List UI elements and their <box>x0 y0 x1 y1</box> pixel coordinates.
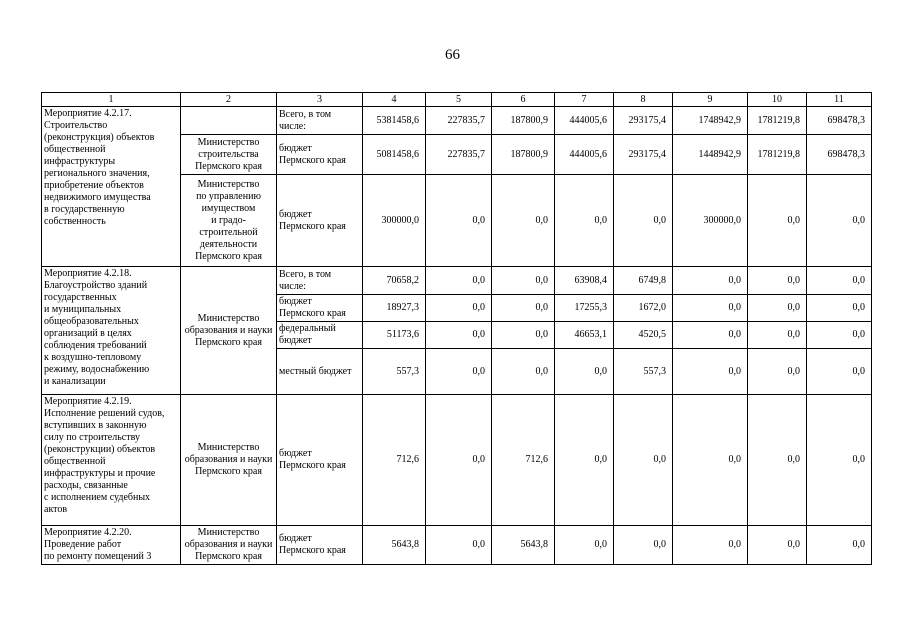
table-row <box>42 395 872 526</box>
amount-cell: 0,0 <box>807 395 872 526</box>
amount-cell: 17255,3 <box>555 295 614 322</box>
executor-cell: Министерство образования и науки Пермского края <box>181 395 277 526</box>
column-number: 5 <box>426 93 492 107</box>
budget-table <box>41 92 872 565</box>
amount-cell: 444005,6 <box>555 107 614 135</box>
executor-cell: Министерство образования и науки Пермского края <box>181 526 277 565</box>
amount-cell: 1781219,8 <box>748 135 807 175</box>
amount-cell: 698478,3 <box>807 135 872 175</box>
amount-cell: 0,0 <box>748 395 807 526</box>
amount-cell: 0,0 <box>555 526 614 565</box>
amount-cell: 0,0 <box>614 175 673 267</box>
funding-source: федеральный бюджет <box>277 322 363 349</box>
amount-cell: 444005,6 <box>555 135 614 175</box>
amount-cell: 557,3 <box>363 349 426 395</box>
amount-cell: 0,0 <box>673 349 748 395</box>
amount-cell: 0,0 <box>673 395 748 526</box>
measure-name: Мероприятие 4.2.17. Строительство (реконструкция) объектов общественной инфраструктуры регионального значения, приобретение объектов недвижимого имущества в государственную собственность <box>42 107 181 267</box>
amount-cell: 300000,0 <box>673 175 748 267</box>
amount-cell: 0,0 <box>492 295 555 322</box>
amount-cell: 1672,0 <box>614 295 673 322</box>
amount-cell: 1781219,8 <box>748 107 807 135</box>
amount-cell: 0,0 <box>673 526 748 565</box>
amount-cell: 1748942,9 <box>673 107 748 135</box>
amount-cell: 0,0 <box>748 349 807 395</box>
amount-cell: 0,0 <box>807 175 872 267</box>
amount-cell: 0,0 <box>492 267 555 295</box>
amount-cell: 0,0 <box>614 395 673 526</box>
amount-cell: 300000,0 <box>363 175 426 267</box>
amount-cell: 0,0 <box>426 526 492 565</box>
column-number: 10 <box>748 93 807 107</box>
column-number: 11 <box>807 93 872 107</box>
amount-cell: 0,0 <box>555 395 614 526</box>
amount-cell: 0,0 <box>673 267 748 295</box>
amount-cell: 0,0 <box>748 322 807 349</box>
amount-cell: 0,0 <box>807 322 872 349</box>
amount-cell: 0,0 <box>614 526 673 565</box>
amount-cell: 227835,7 <box>426 107 492 135</box>
amount-cell: 187800,9 <box>492 107 555 135</box>
amount-cell: 712,6 <box>492 395 555 526</box>
column-numbers-row <box>42 93 872 107</box>
amount-cell: 0,0 <box>426 395 492 526</box>
amount-cell: 5381458,6 <box>363 107 426 135</box>
amount-cell: 0,0 <box>807 526 872 565</box>
amount-cell: 293175,4 <box>614 135 673 175</box>
funding-source: Всего, в том числе: <box>277 107 363 135</box>
funding-source: бюджет Пермского края <box>277 295 363 322</box>
amount-cell: 0,0 <box>555 175 614 267</box>
funding-source: бюджет Пермского края <box>277 135 363 175</box>
amount-cell: 0,0 <box>492 349 555 395</box>
amount-cell: 0,0 <box>748 175 807 267</box>
amount-cell: 0,0 <box>748 526 807 565</box>
amount-cell: 0,0 <box>748 267 807 295</box>
budget-table-body <box>42 93 872 565</box>
measure-name: Мероприятие 4.2.19. Исполнение решений судов, вступивших в законную силу по строительству (реконструкции) объектов общественной инфраструктуры и прочие расходы, связанные с исполнением судебных актов <box>42 395 181 526</box>
executor-cell: Министерство по управлению имуществом и градо- строительной деятельности Пермского края <box>181 175 277 267</box>
amount-cell: 5643,8 <box>363 526 426 565</box>
amount-cell: 0,0 <box>748 295 807 322</box>
measure-name: Мероприятие 4.2.20. Проведение работ по ремонту помещений 3 <box>42 526 181 565</box>
funding-source: местный бюджет <box>277 349 363 395</box>
amount-cell: 5643,8 <box>492 526 555 565</box>
amount-cell: 0,0 <box>492 322 555 349</box>
amount-cell: 0,0 <box>807 295 872 322</box>
funding-source: Всего, в том числе: <box>277 267 363 295</box>
executor-cell <box>181 107 277 135</box>
amount-cell: 0,0 <box>426 322 492 349</box>
amount-cell: 5081458,6 <box>363 135 426 175</box>
column-number: 6 <box>492 93 555 107</box>
amount-cell: 1448942,9 <box>673 135 748 175</box>
amount-cell: 18927,3 <box>363 295 426 322</box>
amount-cell: 51173,6 <box>363 322 426 349</box>
column-number: 7 <box>555 93 614 107</box>
amount-cell: 4520,5 <box>614 322 673 349</box>
amount-cell: 698478,3 <box>807 107 872 135</box>
funding-source: бюджет Пермского края <box>277 175 363 267</box>
amount-cell: 63908,4 <box>555 267 614 295</box>
column-number: 9 <box>673 93 748 107</box>
amount-cell: 70658,2 <box>363 267 426 295</box>
amount-cell: 0,0 <box>807 349 872 395</box>
amount-cell: 0,0 <box>426 349 492 395</box>
amount-cell: 46653,1 <box>555 322 614 349</box>
amount-cell: 0,0 <box>673 322 748 349</box>
executor-cell: Министерство образования и науки Пермского края <box>181 267 277 395</box>
amount-cell: 0,0 <box>807 267 872 295</box>
amount-cell: 227835,7 <box>426 135 492 175</box>
amount-cell: 293175,4 <box>614 107 673 135</box>
column-number: 3 <box>277 93 363 107</box>
amount-cell: 712,6 <box>363 395 426 526</box>
amount-cell: 0,0 <box>555 349 614 395</box>
executor-cell: Министерство строительства Пермского края <box>181 135 277 175</box>
amount-cell: 0,0 <box>492 175 555 267</box>
funding-source: бюджет Пермского края <box>277 395 363 526</box>
table-row <box>42 526 872 565</box>
column-number: 4 <box>363 93 426 107</box>
amount-cell: 0,0 <box>673 295 748 322</box>
table-row <box>42 267 872 295</box>
amount-cell: 187800,9 <box>492 135 555 175</box>
table-row <box>42 107 872 135</box>
measure-name: Мероприятие 4.2.18. Благоустройство зданий государственных и муниципальных общеобразовательных организаций в целях соблюдения требований к воздушно-тепловому режиму, водоснабжению и канализации <box>42 267 181 395</box>
column-number: 2 <box>181 93 277 107</box>
amount-cell: 0,0 <box>426 267 492 295</box>
column-number: 1 <box>42 93 181 107</box>
column-number: 8 <box>614 93 673 107</box>
page-number: 66 <box>445 47 460 63</box>
funding-source: бюджет Пермского края <box>277 526 363 565</box>
amount-cell: 0,0 <box>426 175 492 267</box>
amount-cell: 0,0 <box>426 295 492 322</box>
amount-cell: 6749,8 <box>614 267 673 295</box>
amount-cell: 557,3 <box>614 349 673 395</box>
